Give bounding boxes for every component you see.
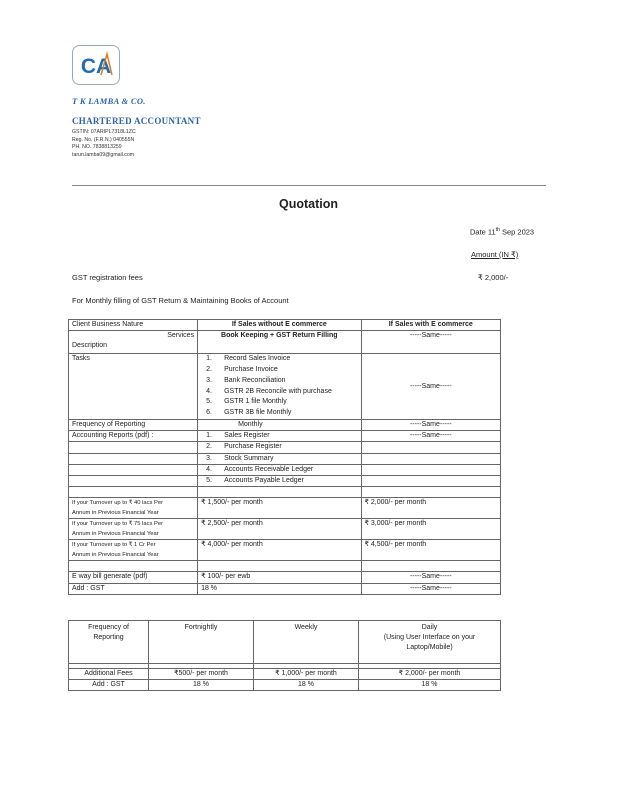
firm-details — [72, 129, 136, 159]
turnover-price-without: ₹ 1,500/- per month — [198, 498, 361, 519]
spacer-cell — [69, 561, 198, 572]
page-title: Quotation — [278, 197, 338, 211]
report-item: 3. Stock Summary — [198, 453, 361, 464]
date-prefix: Date 11 — [470, 227, 496, 237]
table-row — [69, 354, 501, 420]
eway-label: E way bill generate (pdf) — [69, 572, 198, 583]
amount-label: Amount (IN ₹) — [471, 250, 519, 259]
table-row — [69, 453, 501, 464]
table-cell: -----Same----- — [361, 419, 501, 430]
gst-registration-label: GST registration fees — [72, 273, 143, 282]
reg-no: Reg. No. (F.R.N.) 040555N — [72, 136, 135, 143]
table-row — [69, 331, 501, 354]
table-row — [69, 680, 501, 691]
table-cell: -----Same----- — [361, 354, 501, 420]
description-label: Description — [72, 342, 108, 350]
spacer-cell — [361, 561, 501, 572]
report-item: 1. Sales Register — [198, 431, 361, 442]
spacer-cell — [69, 487, 198, 498]
table-row — [69, 519, 501, 540]
tasks-cell — [198, 354, 361, 420]
report-item: 5. Accounts Payable Ledger — [198, 475, 361, 486]
table-row — [69, 464, 501, 475]
turnover-label: If your Turnover up to ₹ 75 lacs Per Annum in Previous Financial Year — [69, 519, 198, 540]
gst-daily: 18 % — [359, 680, 501, 691]
header-divider — [72, 185, 546, 186]
list-item: 4. GSTR 2B Reconcile with purchase — [206, 387, 332, 395]
table-row — [69, 431, 501, 442]
table-row — [69, 572, 501, 583]
table-header: Client Business Nature — [69, 320, 198, 331]
list-item: 2. Purchase Invoice — [206, 365, 278, 373]
gst-fortnightly: 18 % — [149, 680, 254, 691]
table-header: Fortnightly — [149, 621, 254, 664]
fees-label: Additional Fees — [69, 669, 149, 680]
turnover-price-with: ₹ 4,500/- per month — [361, 540, 501, 561]
logo-text: CA — [80, 55, 112, 78]
table-cell — [361, 475, 501, 486]
reports-label: Accounting Reports (pdf) : — [69, 431, 198, 442]
tasks-label: Tasks — [69, 354, 198, 420]
table-cell: -----Same----- — [361, 331, 501, 354]
table-header: If Sales without E commerce — [198, 320, 361, 331]
table-row — [69, 583, 501, 594]
table-row — [69, 669, 501, 680]
spacer-cell — [361, 487, 501, 498]
table-cell — [361, 453, 501, 464]
frequency-value: Monthly — [198, 419, 361, 430]
table-header: Frequency of Reporting — [69, 621, 149, 664]
table-cell: -----Same----- — [361, 572, 501, 583]
table-header: Weekly — [254, 621, 359, 664]
table-row — [69, 320, 501, 331]
table-row — [69, 487, 501, 498]
table-row — [69, 475, 501, 486]
gst-weekly: 18 % — [254, 680, 359, 691]
date-suffix-sup: th — [495, 227, 500, 233]
table-row — [69, 498, 501, 519]
table-cell — [69, 475, 198, 486]
table-header: If Sales with E commerce — [361, 320, 501, 331]
quotation-date — [470, 227, 534, 237]
turnover-label: If your Turnover up to ₹ 1 Cr Per Annum in Previous Financial Year — [69, 540, 198, 561]
list-item: 1. Record Sales Invoice — [206, 355, 291, 363]
turnover-label: If your Turnover up to ₹ 40 lacs Per Annum in Previous Financial Year — [69, 498, 198, 519]
frequency-label: Frequency of Reporting — [69, 419, 198, 430]
turnover-price-without: ₹ 2,500/- per month — [198, 519, 361, 540]
table-cell — [361, 442, 501, 453]
turnover-price-without: ₹ 4,000/- per month — [198, 540, 361, 561]
turnover-price-with: ₹ 2,000/- per month — [361, 498, 501, 519]
list-item: 6. GSTR 3B file Monthly — [206, 409, 292, 417]
firm-name: T K LAMBA & CO. — [72, 96, 146, 106]
phone: PH. NO. 7838813259 — [72, 144, 122, 151]
table-row — [69, 621, 501, 664]
ca-logo — [72, 45, 120, 85]
turnover-price-with: ₹ 3,000/- per month — [361, 519, 501, 540]
table-cell — [69, 453, 198, 464]
table-cell — [69, 464, 198, 475]
gstin: GSTIN: 07ARIPL7318L1ZC — [72, 129, 136, 135]
date-suffix: Sep 2023 — [499, 227, 535, 237]
services-description-cell — [69, 331, 198, 354]
firm-title: CHARTERED ACCOUNTANT — [72, 116, 201, 126]
fees-weekly: ₹ 1,000/- per month — [254, 669, 359, 680]
eway-value: ₹ 100/- per ewb — [198, 572, 361, 583]
table-row — [69, 561, 501, 572]
services-label: Services — [167, 332, 195, 340]
list-item: 3. Bank Reconciliation — [206, 376, 286, 384]
spacer-cell — [198, 487, 361, 498]
fees-daily: ₹ 2,000/- per month — [359, 669, 501, 680]
table-cell: -----Same----- — [361, 431, 501, 442]
monthly-filing-line: For Monthly filling of GST Return & Maintaining Books of Account — [72, 296, 289, 305]
table-cell: Book Keeping + GST Return Filling — [198, 331, 361, 354]
spacer-cell — [198, 561, 361, 572]
gst-label: Add : GST — [69, 583, 198, 594]
table-row — [69, 540, 501, 561]
fees-fortnightly: ₹500/- per month — [149, 669, 254, 680]
tasks-list — [201, 354, 357, 419]
table-row — [69, 442, 501, 453]
gst-value: 18 % — [198, 583, 361, 594]
table-header: Daily (Using User Interface on your Laptop/Mobile) — [359, 621, 501, 664]
frequency-table — [68, 620, 501, 691]
gst-registration-value: ₹ 2,000/- — [478, 273, 509, 282]
gst-label: Add : GST — [69, 680, 149, 691]
email: tarun.lamba09@gmail.com — [72, 151, 135, 158]
list-item: 5. GSTR 1 file Monthly — [206, 398, 287, 406]
table-row — [69, 419, 501, 430]
table-cell: -----Same----- — [361, 583, 501, 594]
report-item: 4. Accounts Receivable Ledger — [198, 464, 361, 475]
pricing-table — [68, 319, 501, 595]
report-item: 2. Purchase Register — [198, 442, 361, 453]
table-cell — [361, 464, 501, 475]
table-cell — [69, 442, 198, 453]
